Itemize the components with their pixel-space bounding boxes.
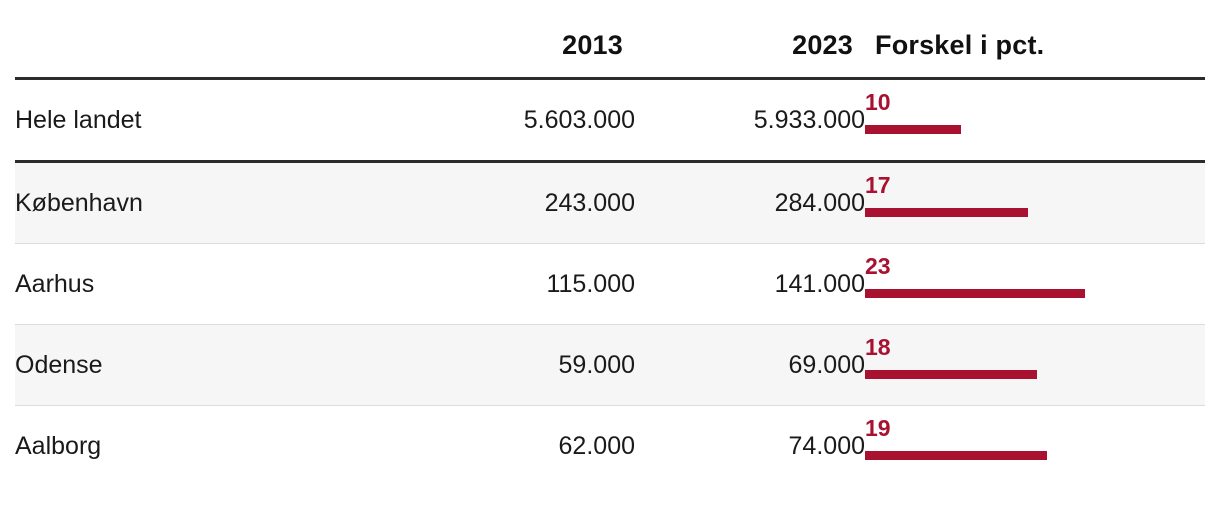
table-header (15, 0, 1205, 77)
row-value-2023: 141.000 (774, 269, 865, 298)
row-difference-cell (865, 406, 1205, 486)
row-label: København (15, 188, 143, 217)
row-label: Odense (15, 350, 103, 379)
column-header-difference: Forskel i pct. (875, 30, 1045, 60)
row-label: Hele landet (15, 105, 142, 134)
difference-bar (865, 125, 961, 134)
header-row (15, 0, 1205, 77)
table-row (15, 163, 1205, 243)
row-label: Aalborg (15, 431, 102, 460)
table-row (15, 80, 1205, 160)
difference-bar (865, 208, 1028, 217)
row-difference-cell (865, 244, 1205, 324)
difference-bar (865, 289, 1085, 298)
row-value-2013: 115.000 (546, 269, 635, 298)
difference-bar-wrapper (865, 172, 1205, 234)
row-value-2013: 5.603.000 (523, 105, 635, 134)
difference-bar-wrapper (865, 415, 1205, 477)
row-value-2023: 69.000 (788, 350, 865, 379)
row-difference-cell (865, 325, 1205, 405)
difference-bar-wrapper (865, 89, 1205, 151)
row-difference-cell (865, 80, 1205, 160)
difference-value: 19 (865, 415, 891, 441)
difference-value: 23 (865, 253, 891, 279)
difference-bar (865, 370, 1037, 379)
difference-value: 10 (865, 89, 891, 115)
difference-bar-wrapper (865, 334, 1205, 396)
table-row (15, 244, 1205, 324)
difference-bar-wrapper (865, 253, 1205, 315)
row-value-2023: 284.000 (774, 188, 865, 217)
column-header-label (15, 0, 455, 77)
table-row (15, 406, 1205, 486)
column-header-2013: 2013 (562, 30, 623, 60)
row-label: Aarhus (15, 269, 95, 298)
difference-value: 18 (865, 334, 891, 360)
row-value-2023: 5.933.000 (753, 105, 865, 134)
row-value-2023: 74.000 (788, 431, 865, 460)
table-row (15, 325, 1205, 405)
row-difference-cell (865, 163, 1205, 243)
difference-bar (865, 451, 1047, 460)
table-body (15, 80, 1205, 486)
column-header-2023: 2023 (792, 30, 853, 60)
row-value-2013: 59.000 (558, 350, 635, 379)
difference-value: 17 (865, 172, 891, 198)
row-value-2013: 243.000 (544, 188, 635, 217)
row-value-2013: 62.000 (558, 431, 635, 460)
